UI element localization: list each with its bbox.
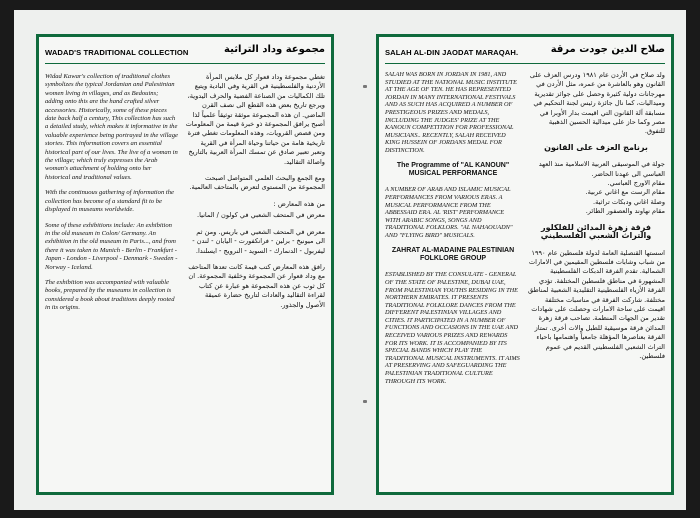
collection-description-ar: تغطي مجموعة وداد قعوار كل ملابس المرأة الأردنية والفلسطينية في القرية وفي البادية ويتبع تلك الكماليات من الصناعة الفضية والحرف اليدوية، ويرجع تاريخ بعض هذه القطع الى نصف القرن الماضي. ان هذه المجموعة موثقة توثيقاً علمياً لذا أصبح يرافق المجموعة ذو خبرة قيمة من المعلومات ومن قصص القرويات، وهذه المعلومات تغطي فترة تاريخية هامة من حياتنا وحياة المرأة في القرية وتعبر تعبير صادق عن تمسك المرأة العربية بالتاريخ واصالة التقاليد. xyxy=(185,73,325,166)
staple-top xyxy=(363,85,367,88)
left-panel xyxy=(36,34,334,495)
bio-ar: ولد صلاح في الأردن عام ١٩٨١ ودرس العزف على القانون وهو بالعاشرة من عمره، مثل الأردن في مهرجانات دولية كثيرة وحصل على جوائز تقديرية وميداليات، كما نال جائزة رئيس لجنة التحكيم في مسابقة آلة القانون التي اقيمت بدار الأوبرا في مصر وكما حاز على ميدالية الحسين الذهبية للتفوق. xyxy=(529,71,665,136)
exhibition-cologne-ar: معرض في المتحف الشعبي في كولون / المانيا. xyxy=(196,211,325,220)
group-en: ESTABLISHED BY THE CONSULATE - GENERAL OF THE STATE OF PALESTINE, DUBAI UAE, FROM PALESTINIAN YOUTHS RESIDING IN THE NORTHERN EMIRATES. IT PRESENTS TRADITIONAL FOLKLORE DANCES FROM THE DIFFERENT PALESTINIAN VILLAGES AND CITIES. IT PARTICIPATED IN A NUMBER OF FUNCTIONS AND OCCASIONS IN THE UAE AND RECEIVED VARIOUS PRIZES AND REWARDS FOR ITS WORK. IT IS ACCOMPANIED BY ITS SPECIAL BANDS WHICH PLAY THE TRADITIONAL MUSICAL INSTRUMENTS. IT AIMS AT PRESERVING AND SAFEGUARDING THE PALESTINIAN TRADITIONAL CULTURE THROUGH ITS WORK. xyxy=(385,271,520,385)
group-title-ar: فرقة زهرة المدائن للفلكلور والتراث الشعبي الفلسطيني xyxy=(540,222,652,241)
left-header xyxy=(45,43,325,64)
collection-standard-ar: ومع الجمع والبحث العلمي المتواصل اصبحت المجموعة من المستوى لتعرض بالمتاحف العالمية. xyxy=(189,174,325,192)
exhibitions-list-en: Some of these exhibitions include: An exhibition in the old museum in Colon/ Germany. An exhibition in the old museum in Paris..., and from there it was taken to Munich - Berlin - Frankfurt - Japan - London - Liverpool - Denmark - Sweden - Norway - Iceland. xyxy=(45,221,178,271)
left-ar-column xyxy=(185,73,325,317)
staple-bottom xyxy=(363,400,367,403)
programme-title-en: The Programme of "AL KANOUN" MUSICAL PERFORMANCE xyxy=(396,161,510,177)
programme-item-ar: مقام الاورج العباسي. xyxy=(607,179,665,188)
exhibitions-heading-ar: من هذه المعارض : xyxy=(273,199,325,208)
collection-standard-en: With the continuous gathering of information the collection has become of a standard fit to be displayed in museums worldwide. xyxy=(45,189,174,214)
group-title-en: ZAHRAT AL-MADAINE PALESTINIAN FOLKLORE GROUP xyxy=(391,246,515,262)
right-panel xyxy=(376,34,674,495)
programme-item-ar: مقام نهاوند والعصفور الطائر. xyxy=(585,207,665,216)
right-ar-column xyxy=(527,71,665,368)
exhibition-books-ar: رافق هذه المعارض كتب قيمة كانت تعدها المتاحف مع وداد قعوار عن المجموعة وخلفية المجموعة. ان كل ثوب عن هذه المجموعة هو عبارة عن كتاب لقراءة التقاليد والعادات لتاريخ حضارة عميقة الأصول والجذور. xyxy=(188,262,325,309)
bio-en: SALAH WAS BORN IN JORDAN IN 1981, AND STUDIED AT THE NATIONAL MUSIC INSTITUTE AT THE AGE OF TEN. HE HAS REPRESENTED JORDAN IN MANY INTERNATIONAL FESTIVALS AND AS SUCH HAS ACQUIRED A NUMBER OF PRESTIGEOUS PRIZES AND MEDALS, INCLUDING THE JUDGES' PRIZE AT THE KANOUN COMPETITION FOR PROFESSIONAL MUSICIANS.. RECENTLY, SALAH RECEIVED KING HUSSEIN OF JORDANS MEDAL FOR DISTINCTION. xyxy=(385,71,517,154)
left-title-en: WADAD'S TRADITIONAL COLLECTION xyxy=(45,48,189,57)
collection-description-en: Widad Kawar's collection of traditional clothes symbolizes the typical Jordanian and Palestinian women living in villages, and as Bedouins; adding onto this are the hand crafted silver accessories. Historically, some of these pieces date back half a century, This collection has such a detailed study, which makes it informative in the valuable experience being portrayed in the village stories. This information covers an essential historical part of our lives. The live of a woman in the village; which truly expresses the Arab woman's attachment of holding onto her historical and traditional values. xyxy=(45,73,178,181)
programme-en: A NUMBER OF ARAB AND ISLAMIC MUSICAL PERFORMANCES FROM VARIOUS ERAS. A MUSICAL PERFORMANCE FROM THE ABBESSAID ERA. AL 'RIST' PERFORMANCE WITH ARABIC SONGS, SONGS AND TRADITIONAL FOLKLORS. "AL NAHAOUADN" AND "FLYING BIRD" MUSICALS. xyxy=(385,186,513,239)
programme-title-ar: برنامج العزف على القانون xyxy=(544,142,648,152)
exhibition-books-en: The exhibition was accompanied with valuable books, prepared by the museums in collection is considered a book about traditions deeply rooted in its origins. xyxy=(45,278,175,312)
right-header xyxy=(385,43,665,64)
right-title-ar: صلاح الدين جودت مرقة xyxy=(550,44,665,55)
right-title-en: SALAH AL-DIN JAODAT MARAQAH. xyxy=(385,48,519,57)
right-en-column xyxy=(385,71,521,392)
programme-item-ar: جولة في الموسيقى العربية الاسلامية منذ العهد العباسي الى عهدنا الحاضر. xyxy=(538,160,665,178)
exhibitions-list-ar: معرض في المتحف الشعبي في باريس. ومن ثم الى ميونيخ - برلين - فرانكفورت - اليابان - لندن - ليفربول - الدنمارك - السويد - النرويج - ايسلندا. xyxy=(192,227,325,255)
left-en-column xyxy=(45,73,178,320)
group-ar: اسستها القنصلية العامة لدولة فلسطين عام ١٩٩٠ من شباب وشابات فلسطين المقيمين في الامارات الشمالية. تقدم الفرقة الدبكات الفلسطينية المشهورة في مناطق فلسطين المختلفة. تؤدي الفرقة الأزياء الفلسطينية التقليدية الشعبية لمناطق مختلفة. شاركت الفرقة في مناسبات مختلفة اقيمت على ساحة الامارات وحصلت على شهادات تقدير من الجهات المنظمة. تصاحب فرقة زهرة المدائن فرقة موسيقية للطبل والات أخرى. تمتاز الفرقة بعناصرها المؤهلة جامعياً واهتمامها باحياء التراث الشعبي الفلسطيني القديم في عموم فلسطين. xyxy=(527,248,665,360)
programme-item-ar: مقام الرست مع اغاني عربية. xyxy=(585,188,665,197)
left-title-ar: مجموعة وداد التراثية xyxy=(224,44,325,55)
programme-item-ar: وصلة اغاني ودبكات تراثية. xyxy=(593,197,665,206)
brochure-sheet xyxy=(14,10,686,510)
